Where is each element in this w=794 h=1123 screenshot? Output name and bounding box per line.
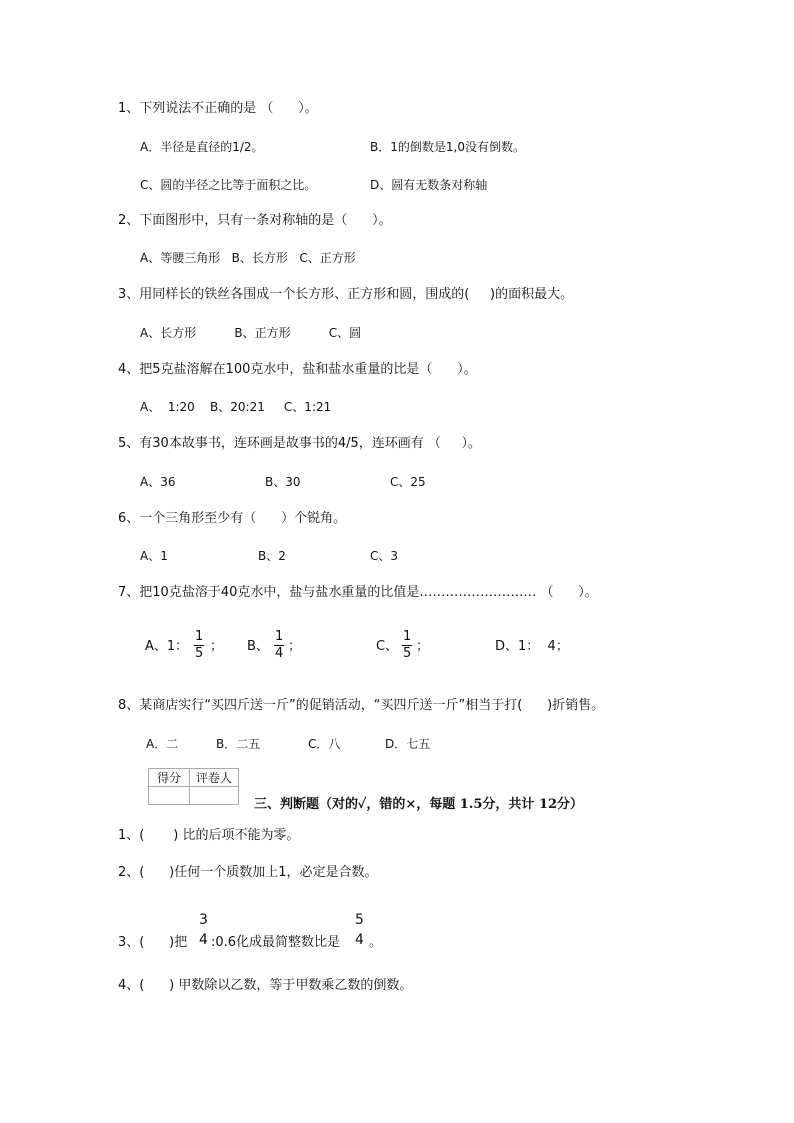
score-cell (149, 787, 190, 805)
q5-option-c: C、25 (390, 475, 426, 489)
grader-header: 评卷人 (190, 769, 239, 787)
judge-3-fraction-2 (354, 910, 365, 950)
judge-3-suffix: 。 (369, 935, 383, 950)
q7-option-a-numerator: 1 (195, 629, 204, 644)
score-header: 得分 (149, 769, 190, 787)
q4-stem: 4、把5克盐溶解在100克水中，盐和盐水重量的比是（ ）。 (118, 362, 477, 377)
q8-option-a: A．二 (146, 737, 179, 751)
q5-stem: 5、有30本故事书，连环画是故事书的4/5，连环画有 （ ）。 (118, 436, 482, 451)
judge-4: 4、( ) 甲数除以乙数，等于甲数乘乙数的倒数。 (118, 978, 413, 993)
q7-option-a-suffix: ； (210, 639, 224, 654)
q3-stem: 3、用同样长的铁丝各围成一个长方形、正方形和圆，围成的( )的面积最大。 (118, 287, 574, 302)
q7-option-c-fraction (402, 629, 412, 662)
score-table (148, 768, 239, 805)
section-3-title: 三、判断题（对的✓，错的×，每题 1.5分，共计 12分） (254, 797, 584, 812)
judge-3-fraction-1-denominator: 4 (199, 932, 208, 948)
q7-option-b-fraction (274, 629, 284, 662)
q7-option-b-numerator: 1 (275, 629, 284, 644)
q7-option-c-suffix: ； (416, 639, 430, 654)
q1-option-d: D、圆有无数条对称轴 (370, 178, 488, 192)
q1-option-a: A．半径是直径的1/2。 (140, 140, 264, 154)
judge-3-fraction-1-numerator: 3 (199, 912, 208, 928)
q1-stem: 1、下列说法不正确的是 （ ）。 (118, 101, 318, 116)
q8-option-c: C．八 (308, 737, 341, 751)
judge-1: 1、( ) 比的后项不能为零。 (118, 828, 300, 843)
q4-options: A、 1:20 B、20:21 C、1:21 (140, 400, 332, 414)
q7-option-a-prefix: A、1： (145, 639, 189, 654)
q6-option-a: A、1 (140, 549, 168, 563)
q1-option-c: C、圆的半径之比等于面积之比。 (140, 178, 317, 192)
q3-options: A、长方形 B、正方形 C、圆 (140, 326, 362, 340)
q6-stem: 6、一个三角形至少有（ ）个锐角。 (118, 511, 347, 526)
judge-3-prefix: 3、( )把 (118, 935, 188, 950)
judge-3-fraction-2-numerator: 5 (355, 912, 364, 928)
q6-option-b: B、2 (258, 549, 286, 563)
q7-option-c-prefix: C、 (376, 639, 399, 654)
q7-stem: 7、把10克盐溶于40克水中，盐与盐水重量的比值是……………………… （ ）。 (118, 585, 598, 600)
q8-stem: 8、某商店实行“买四斤送一斤”的促销活动，“买四斤送一斤”相当于打( )折销售。 (118, 698, 605, 713)
grader-cell (190, 787, 239, 805)
q8-option-d: D．七五 (385, 737, 431, 751)
q2-stem: 2、下面图形中，只有一条对称轴的是（ ）。 (118, 213, 392, 228)
q7-option-d: D、1： 4； (495, 639, 569, 654)
q7-option-b-suffix: ； (288, 639, 302, 654)
q7-option-b-denominator: 4 (275, 646, 284, 661)
q7-option-a-fraction (194, 629, 204, 662)
judge-3-middle: :0.6化成最简整数比是 (211, 935, 341, 950)
judge-3-fraction-1 (198, 910, 209, 950)
q5-option-b: B、30 (265, 475, 301, 489)
q7-option-c-denominator: 5 (403, 646, 412, 661)
judge-2: 2、( )任何一个质数加上1，必定是合数。 (118, 865, 378, 880)
q7-option-b-prefix: B、 (247, 639, 269, 654)
q7-option-a-denominator: 5 (195, 646, 204, 661)
q1-option-b: B．1的倒数是1,0没有倒数。 (370, 140, 525, 154)
judge-3-fraction-2-denominator: 4 (355, 932, 364, 948)
q2-options: A、等腰三角形 B、长方形 C、正方形 (140, 251, 356, 265)
q5-option-a: A、36 (140, 475, 176, 489)
q8-option-b: B．二五 (216, 737, 261, 751)
q7-option-c-numerator: 1 (403, 629, 412, 644)
q6-option-c: C、3 (370, 549, 399, 563)
